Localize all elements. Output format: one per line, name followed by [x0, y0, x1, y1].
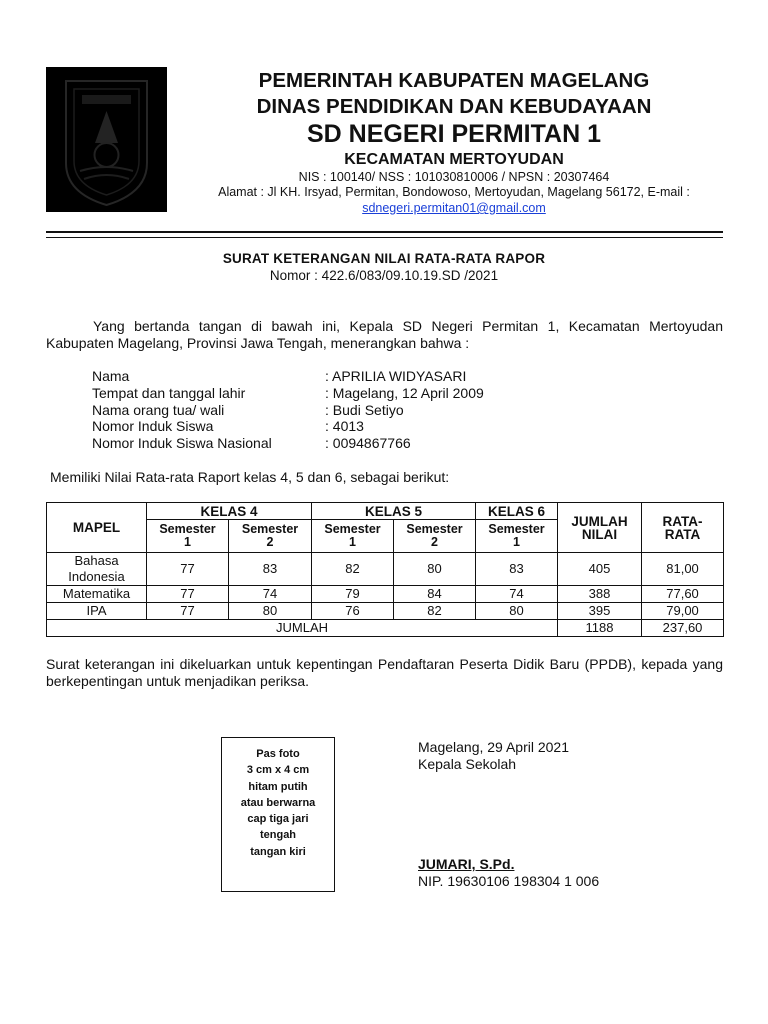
jumlah-cell: 388: [558, 586, 642, 603]
government-name: PEMERINTAH KABUPATEN MAGELANG: [258, 69, 650, 92]
document-title: SURAT KETERANGAN NILAI RATA-RATA RAPOR: [222, 251, 546, 266]
total-jumlah: 1188: [558, 620, 642, 637]
nisn-label: Nomor Induk Siswa Nasional: [92, 435, 272, 451]
semester-label: Semester: [324, 522, 381, 536]
kelas-4-header: KELAS 4: [147, 503, 312, 520]
document-number: Nomor : 422.6/083/09.10.19.SD /2021: [269, 268, 499, 283]
photo-placeholder-box: [221, 737, 335, 892]
semester-header: [147, 520, 229, 553]
summary-text: Memiliki Nilai Rata-rata Raport kelas 4, 5 dan 6, sebagai berikut:: [50, 469, 450, 485]
grades-table: [46, 502, 724, 637]
department-name: DINAS PENDIDIKAN DAN KEBUDAYAAN: [256, 95, 652, 118]
semester-number: 1: [513, 535, 520, 549]
photo-instruction-line: tangan kiri: [250, 845, 306, 858]
semester-label: Semester: [159, 522, 216, 536]
rata-cell: 79,00: [642, 603, 724, 620]
student-name-value: : APRILIA WIDYASARI: [325, 368, 467, 384]
regency-crest-icon: [46, 67, 167, 212]
score-cell: 80: [394, 553, 476, 586]
school-email-link[interactable]: sdnegeri.permitan01@gmail.com: [362, 201, 546, 215]
closing-paragraph: Surat keterangan ini dikeluarkan untuk kepentingan Pendaftaran Peserta Didik Baru (PPDB), kepada yang berkepentingan untuk menjadikan periksa.: [46, 656, 723, 689]
score-cell: 76: [312, 603, 394, 620]
student-name-label: Nama: [92, 368, 130, 384]
score-cell: 80: [476, 603, 558, 620]
jumlah-nilai-header: [558, 503, 642, 553]
photo-instruction-line: cap tiga jari: [247, 813, 309, 826]
table-row: [47, 586, 724, 603]
kelas-5-header: KELAS 5: [312, 503, 476, 520]
rata-cell: 81,00: [642, 553, 724, 586]
rata-cell: 77,60: [642, 586, 724, 603]
score-cell: 74: [476, 586, 558, 603]
subject-name: Bahasa: [74, 553, 119, 568]
jumlah-header-line2: NILAI: [581, 526, 618, 542]
rata-rata-header: [642, 503, 724, 553]
semester-number: 1: [184, 535, 191, 549]
total-label: JUMLAH: [47, 620, 558, 637]
score-cell: 77: [147, 586, 229, 603]
signature-position: Kepala Sekolah: [418, 756, 517, 772]
score-cell: 82: [394, 603, 476, 620]
mapel-header: MAPEL: [47, 503, 147, 553]
parent-value: : Budi Setiyo: [325, 402, 404, 418]
district-name: KECAMATAN MERTOYUDAN: [344, 151, 564, 168]
score-cell: 84: [394, 586, 476, 603]
nis-value: : 4013: [325, 418, 364, 434]
photo-instruction-line: 3 cm x 4 cm: [246, 764, 310, 777]
semester-label: Semester: [488, 522, 545, 536]
score-cell: 83: [229, 553, 312, 586]
jumlah-cell: 405: [558, 553, 642, 586]
jumlah-cell: 395: [558, 603, 642, 620]
table-row: [47, 603, 724, 620]
semester-number: 2: [266, 535, 274, 549]
subject-name-cont: Indonesia: [68, 569, 125, 584]
parent-label: Nama orang tua/ wali: [92, 402, 225, 418]
semester-header: [312, 520, 394, 553]
total-rata: 237,60: [642, 620, 724, 637]
semester-number: 1: [349, 535, 356, 549]
subject-name: Matematika: [47, 586, 147, 603]
semester-number: 2: [431, 535, 438, 549]
photo-instruction-line: Pas foto: [256, 748, 300, 760]
letterhead-divider-thin: [46, 237, 723, 238]
photo-instruction-line: tengah: [259, 829, 297, 842]
photo-instruction-line: hitam putih: [248, 780, 308, 793]
subject-name: IPA: [47, 603, 147, 620]
nisn-value: : 0094867766: [325, 435, 411, 451]
birth-value: : Magelang, 12 April 2009: [325, 385, 484, 401]
total-row: [47, 620, 724, 637]
subject-cell: [47, 553, 147, 586]
score-cell: 82: [312, 553, 394, 586]
signature-place-date: Magelang, 29 April 2021: [418, 739, 569, 755]
score-cell: 83: [476, 553, 558, 586]
nis-label: Nomor Induk Siswa: [92, 418, 214, 434]
table-row: [47, 553, 724, 586]
photo-instruction-line: atau berwarna: [240, 796, 316, 809]
semester-label: Semester: [406, 522, 463, 536]
school-name: SD NEGERI PERMITAN 1: [306, 120, 602, 148]
signatory-name: JUMARI, S.Pd.: [418, 856, 515, 872]
rata-header-line2: RATA: [664, 526, 701, 542]
score-cell: 74: [229, 586, 312, 603]
letterhead-divider-thick: [46, 231, 723, 233]
semester-header: [229, 520, 312, 553]
score-cell: 77: [147, 603, 229, 620]
table-header-row: [47, 503, 724, 520]
birth-label: Tempat dan tanggal lahir: [92, 385, 246, 401]
intro-paragraph: Yang bertanda tangan di bawah ini, Kepala SD Negeri Permitan 1, Kecamatan Mertoyudan Kabupaten Magelang, Provinsi Jawa Tengah, menerangkan bahwa :: [46, 318, 723, 351]
score-cell: 79: [312, 586, 394, 603]
school-ids: NIS : 100140/ NSS : 101030810006 / NPSN : 20307464: [298, 170, 610, 184]
score-cell: 80: [229, 603, 312, 620]
signatory-nip: NIP. 19630106 198304 1 006: [418, 873, 600, 889]
score-cell: 77: [147, 553, 229, 586]
semester-header: [476, 520, 558, 553]
rata-header-line1: RATA-: [662, 513, 703, 529]
kelas-6-header: KELAS 6: [476, 503, 558, 520]
jumlah-header-line1: JUMLAH: [571, 513, 628, 529]
semester-label: Semester: [241, 522, 299, 536]
school-address: Alamat : Jl KH. Irsyad, Permitan, Bondowoso, Mertoyudan, Magelang 56172, E-mail :: [218, 185, 690, 199]
semester-header: [394, 520, 476, 553]
